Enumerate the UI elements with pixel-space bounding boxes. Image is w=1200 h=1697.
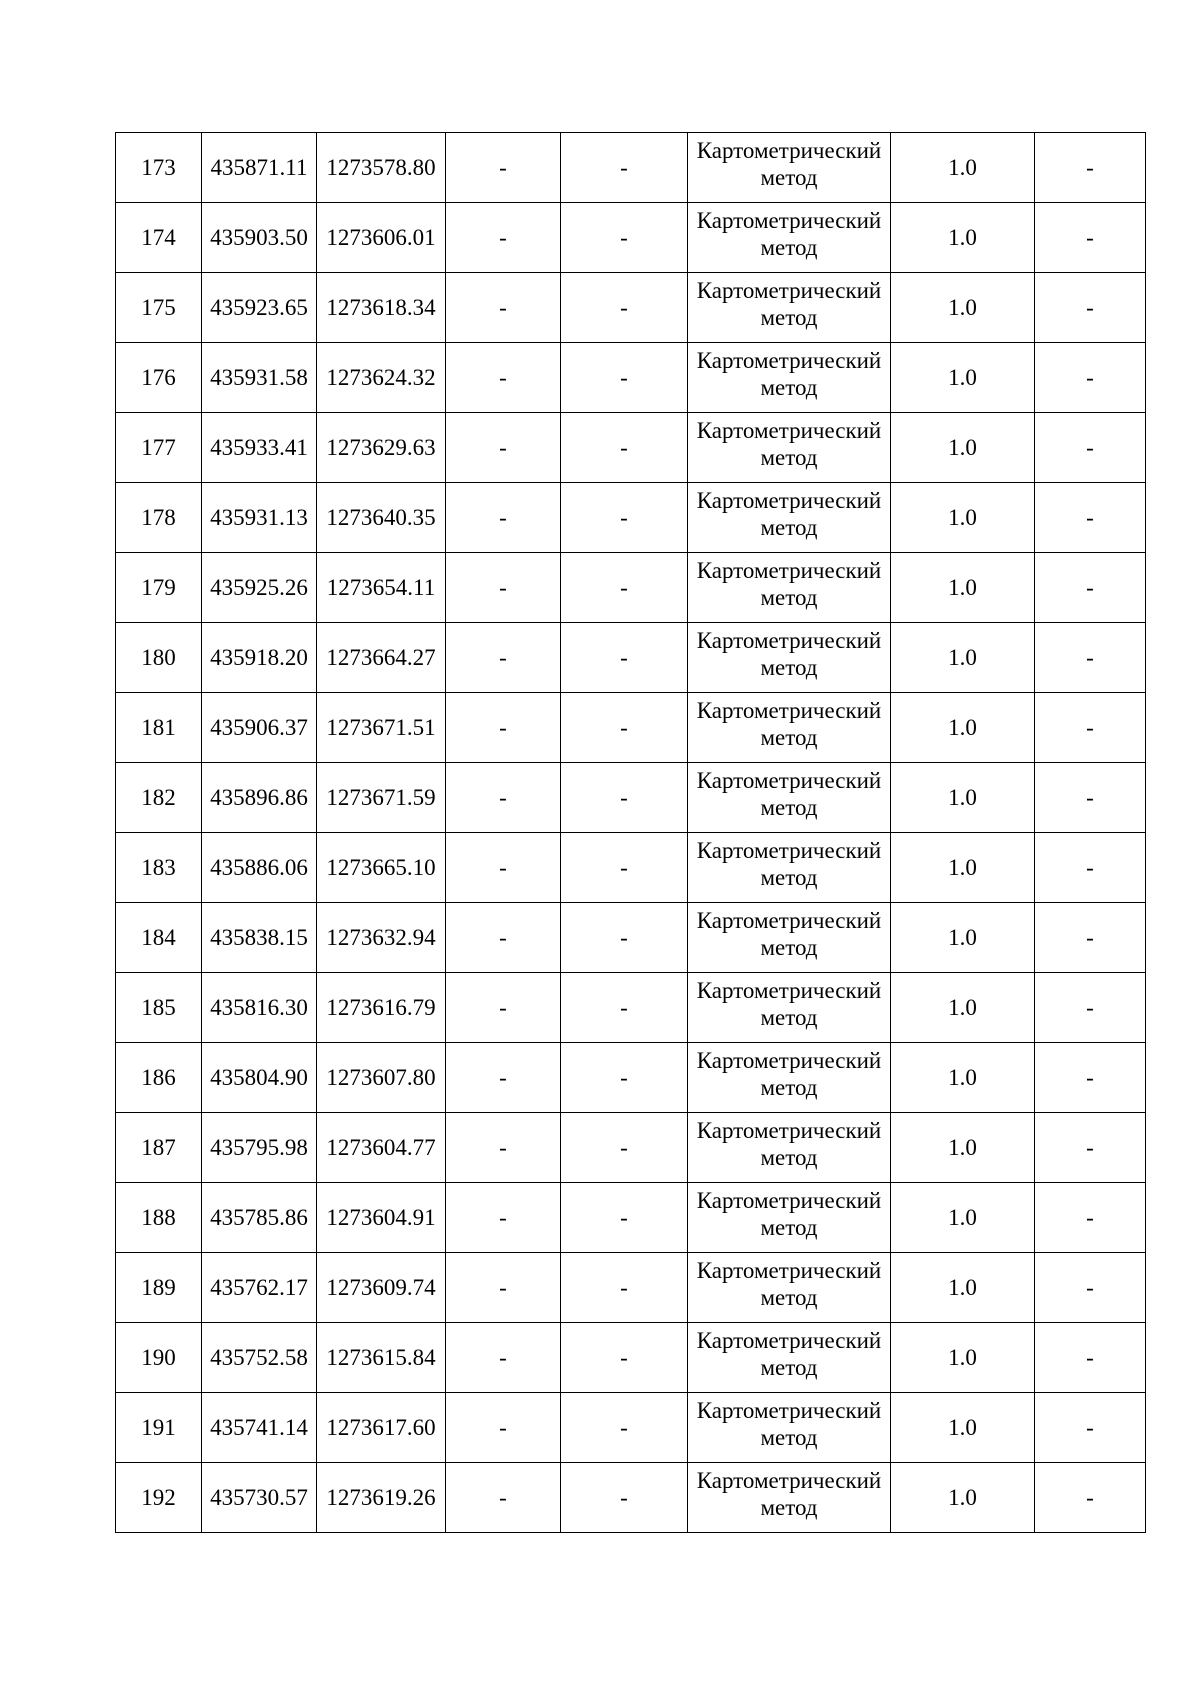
empty-value-cell: - bbox=[561, 133, 688, 203]
empty-value-cell: - bbox=[446, 1393, 561, 1463]
method-line-2: метод bbox=[760, 514, 818, 540]
empty-value-cell: - bbox=[446, 1183, 561, 1253]
method-line-1: Картометрический bbox=[696, 1327, 882, 1353]
y-coordinate-cell: 1273664.27 bbox=[317, 623, 446, 693]
method-line-2: метод bbox=[760, 304, 818, 330]
method-cell bbox=[688, 1183, 891, 1253]
empty-value-cell: - bbox=[446, 203, 561, 273]
method-line-2: метод bbox=[760, 444, 818, 470]
x-coordinate-cell: 435933.41 bbox=[202, 413, 317, 483]
x-coordinate-cell: 435785.86 bbox=[202, 1183, 317, 1253]
x-coordinate-cell: 435903.50 bbox=[202, 203, 317, 273]
empty-value-cell: - bbox=[446, 343, 561, 413]
empty-value-cell: - bbox=[561, 1183, 688, 1253]
y-coordinate-cell: 1273604.91 bbox=[317, 1183, 446, 1253]
y-coordinate-cell: 1273604.77 bbox=[317, 1113, 446, 1183]
method-line-1: Картометрический bbox=[696, 1117, 882, 1143]
empty-value-cell: - bbox=[561, 203, 688, 273]
point-number-cell: 183 bbox=[116, 833, 202, 903]
method-line-1: Картометрический bbox=[696, 207, 882, 233]
method-cell bbox=[688, 623, 891, 693]
point-number-cell: 175 bbox=[116, 273, 202, 343]
method-line-1: Картометрический bbox=[696, 627, 882, 653]
empty-value-cell: - bbox=[1035, 1323, 1146, 1393]
x-coordinate-cell: 435730.57 bbox=[202, 1463, 317, 1533]
method-line-1: Картометрический bbox=[696, 487, 882, 513]
point-number-cell: 180 bbox=[116, 623, 202, 693]
empty-value-cell: - bbox=[446, 133, 561, 203]
method-line-1: Картометрический bbox=[696, 907, 882, 933]
point-number-cell: 185 bbox=[116, 973, 202, 1043]
table-row bbox=[116, 623, 1146, 693]
method-cell bbox=[688, 1113, 891, 1183]
method-cell bbox=[688, 1043, 891, 1113]
accuracy-cell: 1.0 bbox=[891, 1393, 1035, 1463]
accuracy-cell: 1.0 bbox=[891, 273, 1035, 343]
y-coordinate-cell: 1273617.60 bbox=[317, 1393, 446, 1463]
table-row bbox=[116, 1043, 1146, 1113]
point-number-cell: 186 bbox=[116, 1043, 202, 1113]
empty-value-cell: - bbox=[561, 833, 688, 903]
method-line-1: Картометрический bbox=[696, 1047, 882, 1073]
method-line-1: Картометрический bbox=[696, 977, 882, 1003]
method-line-1: Картометрический bbox=[696, 277, 882, 303]
y-coordinate-cell: 1273606.01 bbox=[317, 203, 446, 273]
x-coordinate-cell: 435906.37 bbox=[202, 693, 317, 763]
y-coordinate-cell: 1273619.26 bbox=[317, 1463, 446, 1533]
empty-value-cell: - bbox=[1035, 483, 1146, 553]
method-cell bbox=[688, 833, 891, 903]
empty-value-cell: - bbox=[1035, 413, 1146, 483]
table-row bbox=[116, 343, 1146, 413]
empty-value-cell: - bbox=[446, 1113, 561, 1183]
x-coordinate-cell: 435795.98 bbox=[202, 1113, 317, 1183]
y-coordinate-cell: 1273671.51 bbox=[317, 693, 446, 763]
empty-value-cell: - bbox=[561, 343, 688, 413]
empty-value-cell: - bbox=[561, 693, 688, 763]
method-cell bbox=[688, 1323, 891, 1393]
table-row bbox=[116, 973, 1146, 1043]
table-row bbox=[116, 1253, 1146, 1323]
accuracy-cell: 1.0 bbox=[891, 623, 1035, 693]
point-number-cell: 181 bbox=[116, 693, 202, 763]
y-coordinate-cell: 1273632.94 bbox=[317, 903, 446, 973]
empty-value-cell: - bbox=[561, 273, 688, 343]
empty-value-cell: - bbox=[561, 623, 688, 693]
y-coordinate-cell: 1273607.80 bbox=[317, 1043, 446, 1113]
method-line-1: Картометрический bbox=[696, 347, 882, 373]
point-number-cell: 190 bbox=[116, 1323, 202, 1393]
method-line-1: Картометрический bbox=[696, 697, 882, 723]
empty-value-cell: - bbox=[446, 763, 561, 833]
x-coordinate-cell: 435923.65 bbox=[202, 273, 317, 343]
method-line-2: метод bbox=[760, 234, 818, 260]
empty-value-cell: - bbox=[446, 483, 561, 553]
x-coordinate-cell: 435838.15 bbox=[202, 903, 317, 973]
method-line-2: метод bbox=[760, 584, 818, 610]
empty-value-cell: - bbox=[561, 553, 688, 623]
point-number-cell: 173 bbox=[116, 133, 202, 203]
method-cell bbox=[688, 203, 891, 273]
table-row bbox=[116, 553, 1146, 623]
point-number-cell: 187 bbox=[116, 1113, 202, 1183]
accuracy-cell: 1.0 bbox=[891, 693, 1035, 763]
empty-value-cell: - bbox=[1035, 1393, 1146, 1463]
y-coordinate-cell: 1273654.11 bbox=[317, 553, 446, 623]
accuracy-cell: 1.0 bbox=[891, 553, 1035, 623]
point-number-cell: 174 bbox=[116, 203, 202, 273]
accuracy-cell: 1.0 bbox=[891, 203, 1035, 273]
point-number-cell: 177 bbox=[116, 413, 202, 483]
table-row bbox=[116, 763, 1146, 833]
y-coordinate-cell: 1273665.10 bbox=[317, 833, 446, 903]
y-coordinate-cell: 1273609.74 bbox=[317, 1253, 446, 1323]
empty-value-cell: - bbox=[561, 973, 688, 1043]
empty-value-cell: - bbox=[561, 413, 688, 483]
method-line-1: Картометрический bbox=[696, 1257, 882, 1283]
table-row bbox=[116, 1323, 1146, 1393]
method-cell bbox=[688, 1393, 891, 1463]
empty-value-cell: - bbox=[1035, 903, 1146, 973]
y-coordinate-cell: 1273629.63 bbox=[317, 413, 446, 483]
method-line-2: метод bbox=[760, 164, 818, 190]
table-row bbox=[116, 273, 1146, 343]
empty-value-cell: - bbox=[1035, 133, 1146, 203]
y-coordinate-cell: 1273624.32 bbox=[317, 343, 446, 413]
method-line-2: метод bbox=[760, 724, 818, 750]
accuracy-cell: 1.0 bbox=[891, 133, 1035, 203]
point-number-cell: 189 bbox=[116, 1253, 202, 1323]
accuracy-cell: 1.0 bbox=[891, 343, 1035, 413]
method-line-1: Картометрический bbox=[696, 837, 882, 863]
x-coordinate-cell: 435886.06 bbox=[202, 833, 317, 903]
empty-value-cell: - bbox=[1035, 273, 1146, 343]
empty-value-cell: - bbox=[1035, 203, 1146, 273]
empty-value-cell: - bbox=[561, 1113, 688, 1183]
y-coordinate-cell: 1273616.79 bbox=[317, 973, 446, 1043]
method-cell bbox=[688, 553, 891, 623]
empty-value-cell: - bbox=[1035, 693, 1146, 763]
empty-value-cell: - bbox=[446, 1253, 561, 1323]
method-line-2: метод bbox=[760, 654, 818, 680]
point-number-cell: 176 bbox=[116, 343, 202, 413]
y-coordinate-cell: 1273578.80 bbox=[317, 133, 446, 203]
point-number-cell: 192 bbox=[116, 1463, 202, 1533]
empty-value-cell: - bbox=[561, 1463, 688, 1533]
empty-value-cell: - bbox=[446, 413, 561, 483]
x-coordinate-cell: 435816.30 bbox=[202, 973, 317, 1043]
table-row bbox=[116, 1113, 1146, 1183]
empty-value-cell: - bbox=[1035, 1253, 1146, 1323]
empty-value-cell: - bbox=[1035, 1043, 1146, 1113]
empty-value-cell: - bbox=[446, 273, 561, 343]
accuracy-cell: 1.0 bbox=[891, 1113, 1035, 1183]
method-line-1: Картометрический bbox=[696, 557, 882, 583]
method-cell bbox=[688, 693, 891, 763]
method-line-2: метод bbox=[760, 1214, 818, 1240]
table-row bbox=[116, 483, 1146, 553]
empty-value-cell: - bbox=[561, 1323, 688, 1393]
method-line-1: Картометрический bbox=[696, 417, 882, 443]
method-cell bbox=[688, 133, 891, 203]
x-coordinate-cell: 435871.11 bbox=[202, 133, 317, 203]
table-row bbox=[116, 1183, 1146, 1253]
method-line-1: Картометрический bbox=[696, 1187, 882, 1213]
empty-value-cell: - bbox=[1035, 1113, 1146, 1183]
empty-value-cell: - bbox=[1035, 343, 1146, 413]
x-coordinate-cell: 435896.86 bbox=[202, 763, 317, 833]
empty-value-cell: - bbox=[561, 1393, 688, 1463]
empty-value-cell: - bbox=[446, 553, 561, 623]
table-row bbox=[116, 413, 1146, 483]
method-line-2: метод bbox=[760, 1004, 818, 1030]
empty-value-cell: - bbox=[446, 1463, 561, 1533]
point-number-cell: 184 bbox=[116, 903, 202, 973]
y-coordinate-cell: 1273618.34 bbox=[317, 273, 446, 343]
empty-value-cell: - bbox=[1035, 1463, 1146, 1533]
method-line-2: метод bbox=[760, 794, 818, 820]
accuracy-cell: 1.0 bbox=[891, 483, 1035, 553]
table-row bbox=[116, 133, 1146, 203]
empty-value-cell: - bbox=[446, 973, 561, 1043]
empty-value-cell: - bbox=[446, 623, 561, 693]
empty-value-cell: - bbox=[1035, 553, 1146, 623]
empty-value-cell: - bbox=[561, 483, 688, 553]
empty-value-cell: - bbox=[561, 903, 688, 973]
table-row bbox=[116, 1393, 1146, 1463]
accuracy-cell: 1.0 bbox=[891, 1253, 1035, 1323]
method-cell bbox=[688, 273, 891, 343]
x-coordinate-cell: 435931.58 bbox=[202, 343, 317, 413]
method-line-1: Картометрический bbox=[696, 137, 882, 163]
x-coordinate-cell: 435752.58 bbox=[202, 1323, 317, 1393]
empty-value-cell: - bbox=[446, 693, 561, 763]
method-cell bbox=[688, 413, 891, 483]
method-line-2: метод bbox=[760, 1074, 818, 1100]
accuracy-cell: 1.0 bbox=[891, 1463, 1035, 1533]
point-number-cell: 178 bbox=[116, 483, 202, 553]
method-cell bbox=[688, 1253, 891, 1323]
method-line-2: метод bbox=[760, 934, 818, 960]
empty-value-cell: - bbox=[446, 903, 561, 973]
method-line-2: метод bbox=[760, 864, 818, 890]
table-row bbox=[116, 693, 1146, 763]
empty-value-cell: - bbox=[561, 1043, 688, 1113]
accuracy-cell: 1.0 bbox=[891, 1043, 1035, 1113]
empty-value-cell: - bbox=[1035, 763, 1146, 833]
accuracy-cell: 1.0 bbox=[891, 1323, 1035, 1393]
x-coordinate-cell: 435804.90 bbox=[202, 1043, 317, 1113]
x-coordinate-cell: 435925.26 bbox=[202, 553, 317, 623]
method-line-2: метод bbox=[760, 1354, 818, 1380]
accuracy-cell: 1.0 bbox=[891, 903, 1035, 973]
empty-value-cell: - bbox=[446, 833, 561, 903]
method-cell bbox=[688, 973, 891, 1043]
y-coordinate-cell: 1273671.59 bbox=[317, 763, 446, 833]
x-coordinate-cell: 435762.17 bbox=[202, 1253, 317, 1323]
empty-value-cell: - bbox=[1035, 973, 1146, 1043]
method-line-2: метод bbox=[760, 1424, 818, 1450]
accuracy-cell: 1.0 bbox=[891, 413, 1035, 483]
method-line-1: Картометрический bbox=[696, 1467, 882, 1493]
table-row bbox=[116, 1463, 1146, 1533]
accuracy-cell: 1.0 bbox=[891, 1183, 1035, 1253]
empty-value-cell: - bbox=[446, 1323, 561, 1393]
method-cell bbox=[688, 763, 891, 833]
empty-value-cell: - bbox=[561, 1253, 688, 1323]
method-cell bbox=[688, 343, 891, 413]
point-number-cell: 182 bbox=[116, 763, 202, 833]
empty-value-cell: - bbox=[1035, 833, 1146, 903]
point-number-cell: 179 bbox=[116, 553, 202, 623]
x-coordinate-cell: 435931.13 bbox=[202, 483, 317, 553]
method-line-1: Картометрический bbox=[696, 1397, 882, 1423]
point-number-cell: 191 bbox=[116, 1393, 202, 1463]
empty-value-cell: - bbox=[446, 1043, 561, 1113]
accuracy-cell: 1.0 bbox=[891, 763, 1035, 833]
table-row bbox=[116, 903, 1146, 973]
point-number-cell: 188 bbox=[116, 1183, 202, 1253]
y-coordinate-cell: 1273615.84 bbox=[317, 1323, 446, 1393]
accuracy-cell: 1.0 bbox=[891, 833, 1035, 903]
empty-value-cell: - bbox=[561, 763, 688, 833]
coordinates-table bbox=[115, 132, 1146, 1533]
empty-value-cell: - bbox=[1035, 1183, 1146, 1253]
table-row bbox=[116, 203, 1146, 273]
x-coordinate-cell: 435741.14 bbox=[202, 1393, 317, 1463]
method-line-2: метод bbox=[760, 374, 818, 400]
method-cell bbox=[688, 483, 891, 553]
y-coordinate-cell: 1273640.35 bbox=[317, 483, 446, 553]
method-line-2: метод bbox=[760, 1144, 818, 1170]
accuracy-cell: 1.0 bbox=[891, 973, 1035, 1043]
empty-value-cell: - bbox=[1035, 623, 1146, 693]
method-line-1: Картометрический bbox=[696, 767, 882, 793]
table-body bbox=[116, 133, 1146, 1533]
method-line-2: метод bbox=[760, 1494, 818, 1520]
method-line-2: метод bbox=[760, 1284, 818, 1310]
method-cell bbox=[688, 903, 891, 973]
method-cell bbox=[688, 1463, 891, 1533]
table-row bbox=[116, 833, 1146, 903]
x-coordinate-cell: 435918.20 bbox=[202, 623, 317, 693]
